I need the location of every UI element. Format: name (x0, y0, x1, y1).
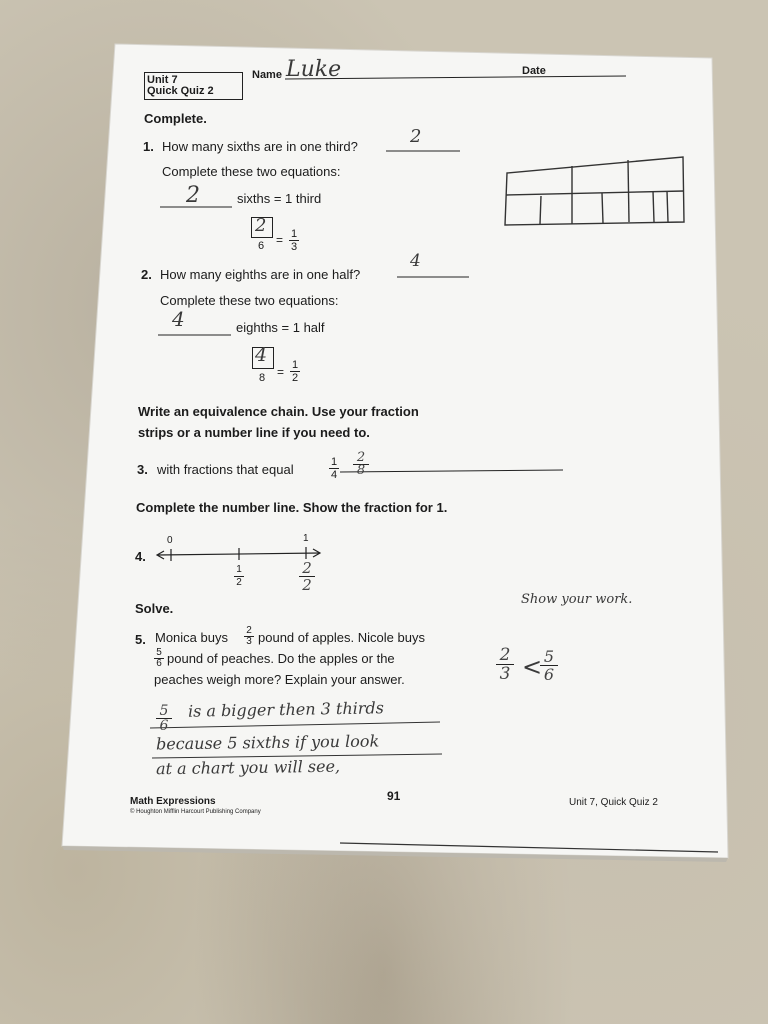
q1-question: How many sixths are in one third? (162, 139, 358, 154)
section-chain-line2: strips or a number line if you need to. (138, 425, 370, 440)
q5-work-left-fraction: $\frac{2}{3}$ (496, 646, 514, 683)
student-name: Luke (286, 57, 342, 82)
footer-brand: Math Expressions (130, 796, 216, 807)
q2-rhs-fraction: $\frac{1}{2}$ (291, 359, 299, 384)
q1-rhs-fraction: $\frac{1}{3}$ (290, 228, 298, 253)
section-numberline-heading: Complete the number line. Show the fraction for 1. (136, 500, 448, 515)
show-your-work-note: Show your work. (521, 592, 633, 607)
q5-work-right-fraction: $\frac{5}{6}$ (540, 648, 558, 683)
q1-equals: = (276, 233, 284, 247)
date-label: Date (522, 65, 546, 77)
q2-equation: eighths = 1 half (236, 320, 325, 335)
q2-answer: 4 (410, 251, 421, 271)
q5-answer-line1: is a bigger then 3 thirds (187, 698, 385, 721)
q4-number: 4. (135, 549, 146, 564)
q4-label-zero: 0 (167, 535, 173, 546)
name-label: Name (252, 69, 282, 81)
q5-line2: pound of peaches. Do the apples or the (167, 651, 395, 666)
footer-copyright: © Houghton Mifflin Harcourt Publishing Company (130, 809, 261, 815)
q1-answer: 2 (410, 126, 422, 147)
q5-answer-line2: because 5 sixths if you look (155, 731, 380, 754)
quiz-title: Quick Quiz 2 (147, 85, 214, 97)
q3-fraction: $\frac{1}{4}$ (330, 456, 338, 481)
q1-prompt: Complete these two equations: (162, 164, 341, 179)
q5-answer-line3: at a chart you will see, (155, 756, 341, 779)
q1-box-answer: 2 (255, 215, 267, 236)
footer-unit-label: Unit 7, Quick Quiz 2 (569, 797, 658, 808)
q1-denominator: 6 (258, 240, 265, 252)
q2-number: 2. (141, 267, 152, 282)
q2-equals: = (277, 365, 285, 379)
q2-prompt: Complete these two equations: (160, 293, 339, 308)
q3-text: with fractions that equal (157, 462, 294, 477)
section-complete-heading: Complete. (144, 111, 207, 126)
q5-line3: peaches weigh more? Explain your answer. (154, 672, 405, 687)
q5-peaches-fraction: $\frac{5}{6}$ (154, 648, 164, 669)
q5-apples-fraction: $\frac{2}{3}$ (244, 626, 254, 647)
q2-denominator: 8 (259, 372, 266, 384)
q1-number: 1. (143, 139, 154, 154)
q5-line1-a: Monica buys (155, 630, 228, 645)
section-chain-line1: Write an equivalence chain. Use your fraction (138, 404, 419, 419)
q5-answer-fraction: $\frac{5}{6}$ (156, 704, 172, 733)
q5-number: 5. (135, 632, 146, 647)
page-number: 91 (387, 789, 401, 803)
q1-blank-answer: 2 (186, 183, 200, 208)
q4-half-fraction: $\frac{1}{2}$ (234, 564, 244, 589)
q3-answer-fraction: $\frac{2}{8}$ (353, 452, 369, 477)
q1-equation: sixths = 1 third (237, 191, 322, 206)
q3-number: 3. (137, 462, 148, 477)
q5-line1-b: pound of apples. Nicole buys (258, 630, 425, 645)
q2-question: How many eighths are in one half? (160, 267, 361, 282)
q2-box-answer: 4 (255, 344, 268, 366)
q5-work-symbol: < (522, 653, 543, 681)
unit-number: Unit 7 (147, 74, 178, 86)
section-solve-heading: Solve. (135, 601, 174, 616)
q4-label-one: 1 (303, 533, 309, 544)
q2-blank-answer: 4 (172, 307, 185, 331)
q4-answer-fraction: $\frac{2}{2}$ (299, 560, 315, 593)
